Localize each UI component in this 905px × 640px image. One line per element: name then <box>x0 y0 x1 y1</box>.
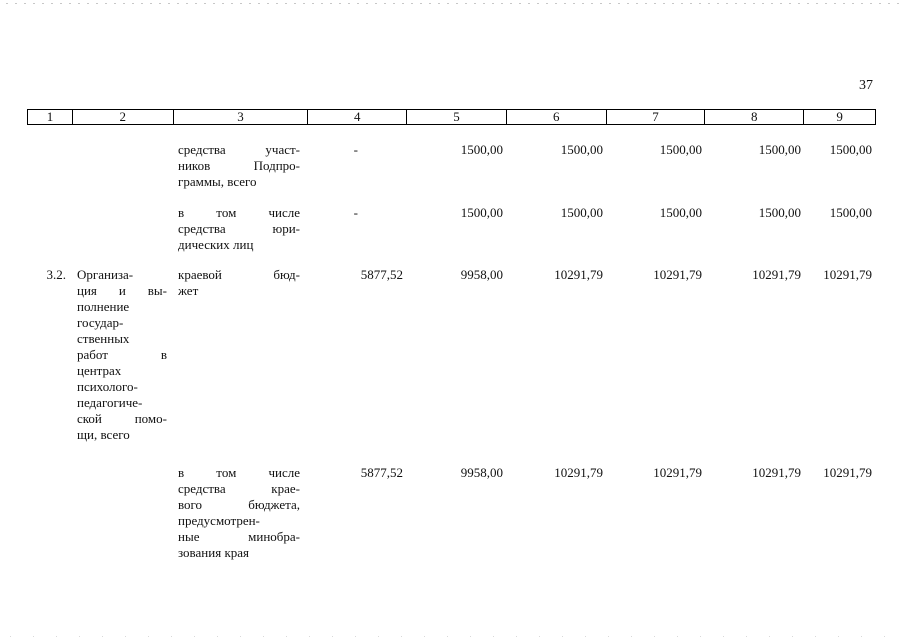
row-name-line: щи, всего <box>77 427 130 442</box>
value-col-8: 1500,00 <box>758 142 801 157</box>
funding-source-line: средства юри- <box>178 221 300 236</box>
value-col-7: 10291,79 <box>653 267 702 282</box>
funding-source <box>173 267 308 443</box>
value-col-4: 5877,52 <box>360 267 403 282</box>
table-row <box>27 142 876 190</box>
value-col-6: 1500,00 <box>560 142 603 157</box>
row-name-line: Организа- <box>77 267 134 282</box>
row-name-line: ственных <box>77 331 130 346</box>
table-row <box>27 465 876 561</box>
funding-source-line: средства участ- <box>178 142 300 157</box>
value-col-5: 9958,00 <box>460 267 503 282</box>
header-col-4: 4 <box>308 110 407 124</box>
funding-source-line: в том числе <box>178 205 300 220</box>
header-col-3: 3 <box>174 110 309 124</box>
row-name-line: государ- <box>77 315 124 330</box>
funding-source <box>173 142 308 190</box>
value-col-4: 5877,52 <box>360 465 403 480</box>
funding-source-line: краевой бюд- <box>178 267 300 282</box>
value-col-5: 1500,00 <box>460 142 503 157</box>
funding-source-line: средства крае- <box>178 481 300 496</box>
value-col-6: 10291,79 <box>554 267 603 282</box>
header-col-2: 2 <box>73 110 174 124</box>
header-col-1: 1 <box>28 110 73 124</box>
value-col-9: 10291,79 <box>823 267 872 282</box>
funding-source <box>173 465 308 561</box>
row-number <box>27 465 72 561</box>
value-col-4: - <box>353 205 358 220</box>
row-name-line: ция и вы- <box>77 283 167 298</box>
value-col-4: - <box>353 142 358 157</box>
table-row <box>27 205 876 253</box>
funding-source <box>173 205 308 253</box>
header-col-9: 9 <box>836 109 843 124</box>
table-row <box>27 267 876 443</box>
value-col-6: 10291,79 <box>554 465 603 480</box>
value-col-8: 10291,79 <box>752 465 801 480</box>
header-col-6: 6 <box>507 110 607 124</box>
funding-source-line: зования края <box>178 545 250 560</box>
header-col-7: 7 <box>607 110 706 124</box>
row-name-line: центрах <box>77 363 122 378</box>
row-name-line: работ в <box>77 347 167 362</box>
row-name-line: психолого- <box>77 379 138 394</box>
row-name <box>72 205 173 253</box>
funding-source-line: ников Подпро- <box>178 158 300 173</box>
row-name <box>72 267 173 443</box>
page-number: 37 <box>859 78 873 93</box>
funding-source-line: граммы, всего <box>178 174 257 189</box>
row-number <box>27 205 72 253</box>
value-col-8: 1500,00 <box>758 205 801 220</box>
funding-source-line: вого бюджета, <box>178 497 300 512</box>
row-name-line: полнение <box>77 299 130 314</box>
value-col-9: 10291,79 <box>823 465 872 480</box>
funding-source-line: жет <box>178 283 199 298</box>
row-name-line: ской помо- <box>77 411 167 426</box>
header-col-5: 5 <box>407 110 507 124</box>
row-name <box>72 465 173 561</box>
funding-source-line: в том числе <box>178 465 300 480</box>
header-col-8: 8 <box>705 110 804 124</box>
table-header-row <box>27 109 876 125</box>
scan-artifact-top <box>0 0 905 6</box>
funding-source-line: ные минобра- <box>178 529 300 544</box>
value-col-8: 10291,79 <box>752 267 801 282</box>
row-number <box>27 142 72 190</box>
funding-source-line: дических лиц <box>178 237 254 252</box>
value-col-5: 9958,00 <box>460 465 503 480</box>
row-number: 3.2. <box>46 267 66 282</box>
scan-artifact-bottom <box>0 632 905 640</box>
funding-source-line: предусмотрен- <box>178 513 260 528</box>
value-col-5: 1500,00 <box>460 205 503 220</box>
value-col-7: 10291,79 <box>653 465 702 480</box>
value-col-7: 1500,00 <box>659 205 702 220</box>
value-col-9: 1500,00 <box>829 142 872 157</box>
value-col-9: 1500,00 <box>829 205 872 220</box>
value-col-7: 1500,00 <box>659 142 702 157</box>
value-col-6: 1500,00 <box>560 205 603 220</box>
row-name <box>72 142 173 190</box>
row-name-line: педагогиче- <box>77 395 143 410</box>
